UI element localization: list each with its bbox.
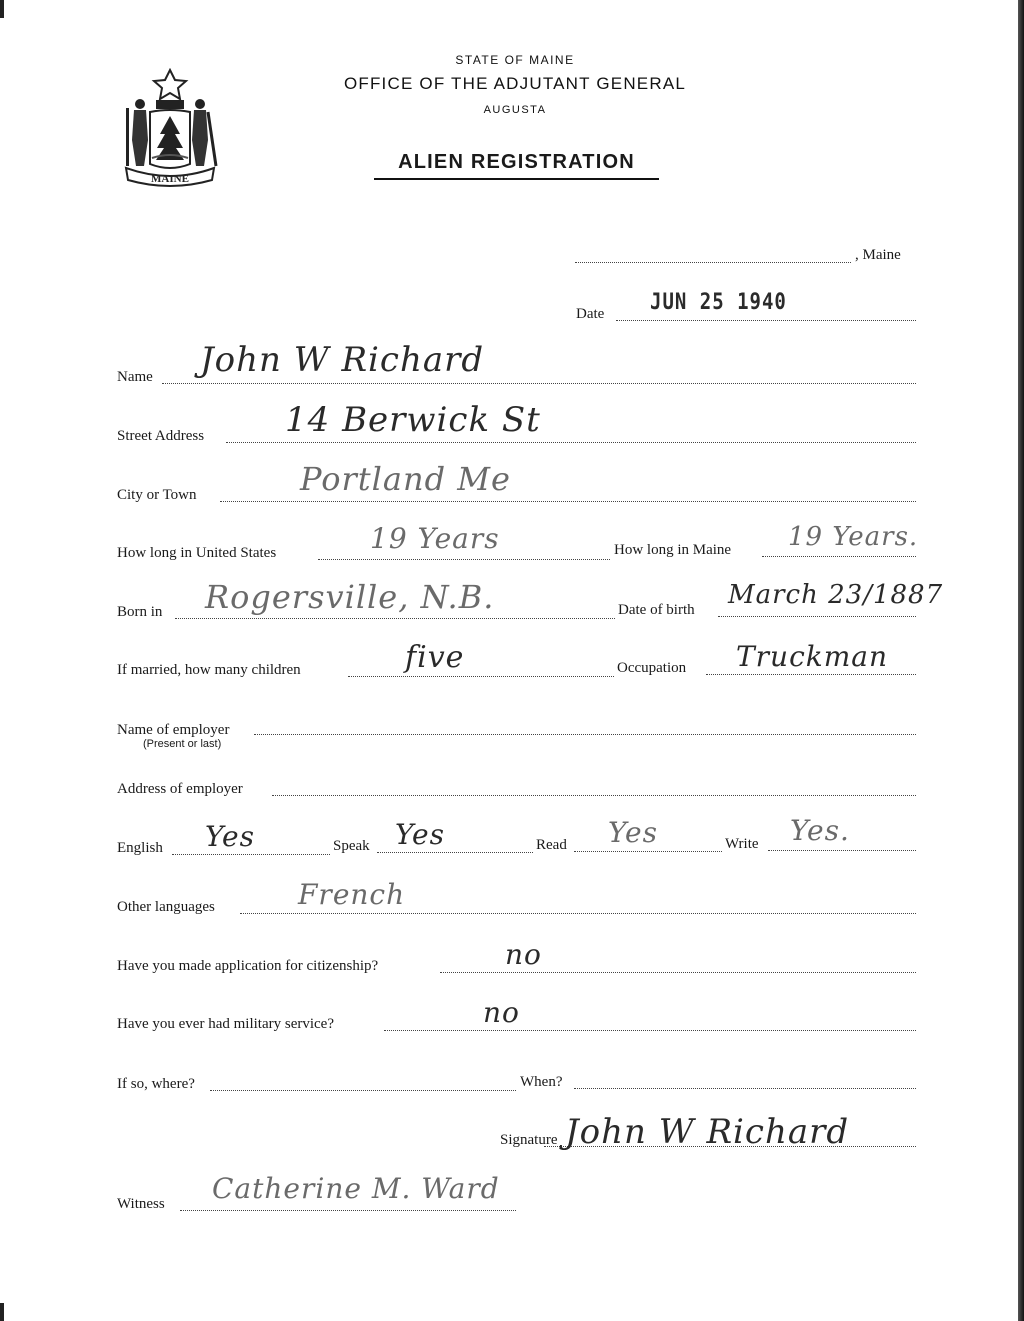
- english-label: English: [117, 840, 163, 856]
- military-field-line: [384, 1030, 916, 1031]
- city-value: Portland Me: [300, 460, 511, 498]
- header-city: AUGUSTA: [483, 104, 547, 116]
- born-in-field-line: [175, 618, 615, 619]
- date-field-line: [616, 320, 916, 321]
- if-so-where-label: If so, where?: [117, 1076, 195, 1092]
- seal-banner-text: MAINE: [151, 173, 189, 185]
- speak-value: Yes: [395, 818, 445, 851]
- witness-value: Catherine M. Ward: [212, 1172, 500, 1205]
- years-maine-value: 19 Years.: [788, 522, 919, 552]
- name-label: Name: [117, 369, 153, 385]
- when-field-line: [574, 1088, 916, 1089]
- signature-value: John W Richard: [565, 1112, 850, 1152]
- employer-name-sublabel: (Present or last): [143, 738, 222, 750]
- children-value: five: [405, 640, 465, 675]
- write-label: Write: [725, 836, 759, 852]
- page-title: ALIEN REGISTRATION: [374, 151, 659, 180]
- signature-label: Signature: [500, 1132, 558, 1148]
- employer-name-field-line: [254, 734, 916, 735]
- born-in-label: Born in: [117, 604, 163, 620]
- years-us-value: 19 Years: [370, 522, 500, 555]
- read-label: Read: [536, 837, 567, 853]
- citizenship-value: no: [505, 938, 542, 971]
- how-long-maine-label: How long in Maine: [614, 542, 732, 558]
- date-of-birth-value: March 23/1887: [728, 580, 944, 610]
- header-state: STATE OF MAINE: [455, 53, 575, 67]
- children-label: If married, how many children: [117, 662, 301, 678]
- witness-field-line: [180, 1210, 516, 1211]
- date-stamp: JUN 25 1940: [650, 289, 787, 315]
- how-long-maine-field-line: [762, 556, 916, 557]
- how-long-us-label: How long in United States: [117, 545, 277, 561]
- occupation-label: Occupation: [617, 660, 687, 676]
- citizenship-field-line: [440, 972, 916, 973]
- english-value: Yes: [205, 820, 255, 853]
- occupation-field-line: [706, 674, 916, 675]
- employer-address-field-line: [272, 795, 916, 796]
- write-value: Yes.: [790, 814, 850, 847]
- maine-label: , Maine: [855, 247, 901, 263]
- scan-edge: [1018, 0, 1024, 1321]
- date-of-birth-field-line: [718, 616, 916, 617]
- children-field-line: [348, 676, 614, 677]
- name-value: John W Richard: [200, 340, 485, 380]
- other-languages-value: French: [298, 878, 406, 911]
- date-of-birth-label: Date of birth: [618, 602, 695, 618]
- read-field-line: [574, 851, 722, 852]
- english-field-line: [172, 854, 330, 855]
- employer-address-label: Address of employer: [117, 781, 243, 797]
- occupation-value: Truckman: [736, 640, 889, 673]
- city-label: City or Town: [117, 487, 197, 503]
- name-field-line: [162, 383, 916, 384]
- speak-field-line: [377, 852, 533, 853]
- citizenship-label: Have you made application for citizenship?: [117, 958, 379, 974]
- when-label: When?: [520, 1074, 563, 1090]
- how-long-us-field-line: [318, 559, 610, 560]
- street-address-label: Street Address: [117, 428, 205, 444]
- header-office: OFFICE OF THE ADJUTANT GENERAL: [343, 74, 687, 93]
- military-value: no: [483, 996, 520, 1029]
- scan-mark: [0, 0, 4, 18]
- speak-label: Speak: [333, 838, 370, 854]
- street-address-value: 14 Berwick St: [285, 400, 541, 440]
- other-languages-label: Other languages: [117, 899, 215, 915]
- street-address-field-line: [226, 442, 916, 443]
- maine-seal-emblem: [118, 68, 222, 192]
- witness-label: Witness: [117, 1196, 165, 1212]
- read-value: Yes: [608, 816, 658, 849]
- employer-name-label: Name of employer: [117, 722, 230, 738]
- scan-mark: [0, 1303, 4, 1321]
- military-label: Have you ever had military service?: [117, 1016, 334, 1032]
- write-field-line: [768, 850, 916, 851]
- if-so-where-field-line: [210, 1090, 516, 1091]
- other-languages-field-line: [240, 913, 916, 914]
- city-field-line: [220, 501, 916, 502]
- born-in-value: Rogersville, N.B.: [205, 578, 495, 616]
- maine-field-line: [575, 262, 851, 263]
- date-label: Date: [576, 306, 605, 322]
